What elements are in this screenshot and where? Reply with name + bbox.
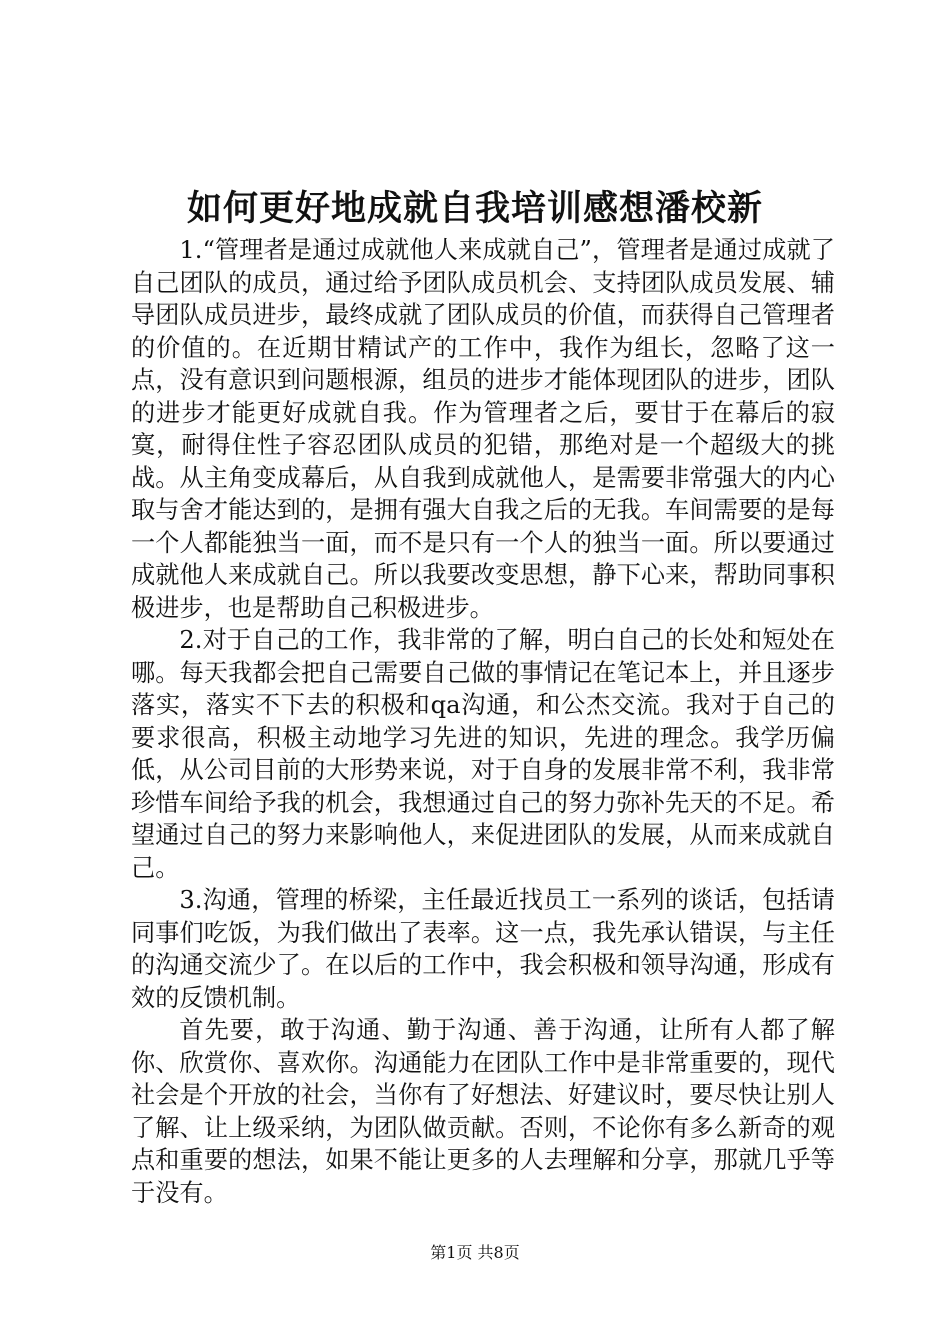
paragraph-1: 1.“管理者是通过成就他人来成就自己”，管理者是通过成就了自己团队的成员，通过给予团队成员机会、支持团队成员发展、辅导团队成员进步，最终成就了团队成员的价值，而获得自己管理者的价值的。在近期甘精试产的工作中，我作为组长，忽略了这一点，没有意识到问题根源，组员的进步才能体现团队的进步，团队的进步才能更好成就自我。作为管理者之后，要甘于在幕后的寂寞，耐得住性子容忍团队成员的犯错，那绝对是一个超级大的挑战。从主角变成幕后，从自我到成就他人，是需要非常强大的内心取与舍才能达到的，是拥有强大自我之后的无我。车间需要的是每一个人都能独当一面，而不是只有一个人的独当一面。所以要通过成就他人来成就自己。所以我要改变思想，静下心来，帮助同事积极进步，也是帮助自己积极进步。 (131, 236, 835, 622)
page-number-footer: 第1页 共8页 (430, 1243, 520, 1262)
document-body (131, 234, 835, 1209)
paragraph-3: 3.沟通，管理的桥梁，主任最近找员工一系列的谈话，包括请同事们吃饭，为我们做出了表率。这一点，我先承认错误，与主任的沟通交流少了。在以后的工作中，我会积极和领导沟通，形成有效的反馈机制。 (131, 886, 835, 1012)
document-title: 如何更好地成就自我培训感想潘校新 (186, 188, 763, 229)
paragraph-4: 首先要，敢于沟通、勤于沟通、善于沟通，让所有人都了解你、欣赏你、喜欢你。沟通能力在团队工作中是非常重要的，现代社会是个开放的社会，当你有了好想法、好建议时，要尽快让别人了解、让上级采纳，为团队做贡献。否则，不论你有多么新奇的观点和重要的想法，如果不能让更多的人去理解和分享，那就几乎等于没有。 (131, 1016, 835, 1207)
paragraph-2: 2.对于自己的工作，我非常的了解，明白自己的长处和短处在哪。每天我都会把自己需要自己做的事情记在笔记本上，并且逐步落实，落实不下去的积极和qa沟通，和公杰交流。我对于自己的要求很高，积极主动地学习先进的知识，先进的理念。我学历偏低，从公司目前的大形势来说，对于自身的发展非常不利，我非常珍惜车间给予我的机会，我想通过自己的努力弥补先天的不足。希望通过自己的努力来影响他人，来促进团队的发展，从而来成就自己。 (131, 626, 835, 882)
